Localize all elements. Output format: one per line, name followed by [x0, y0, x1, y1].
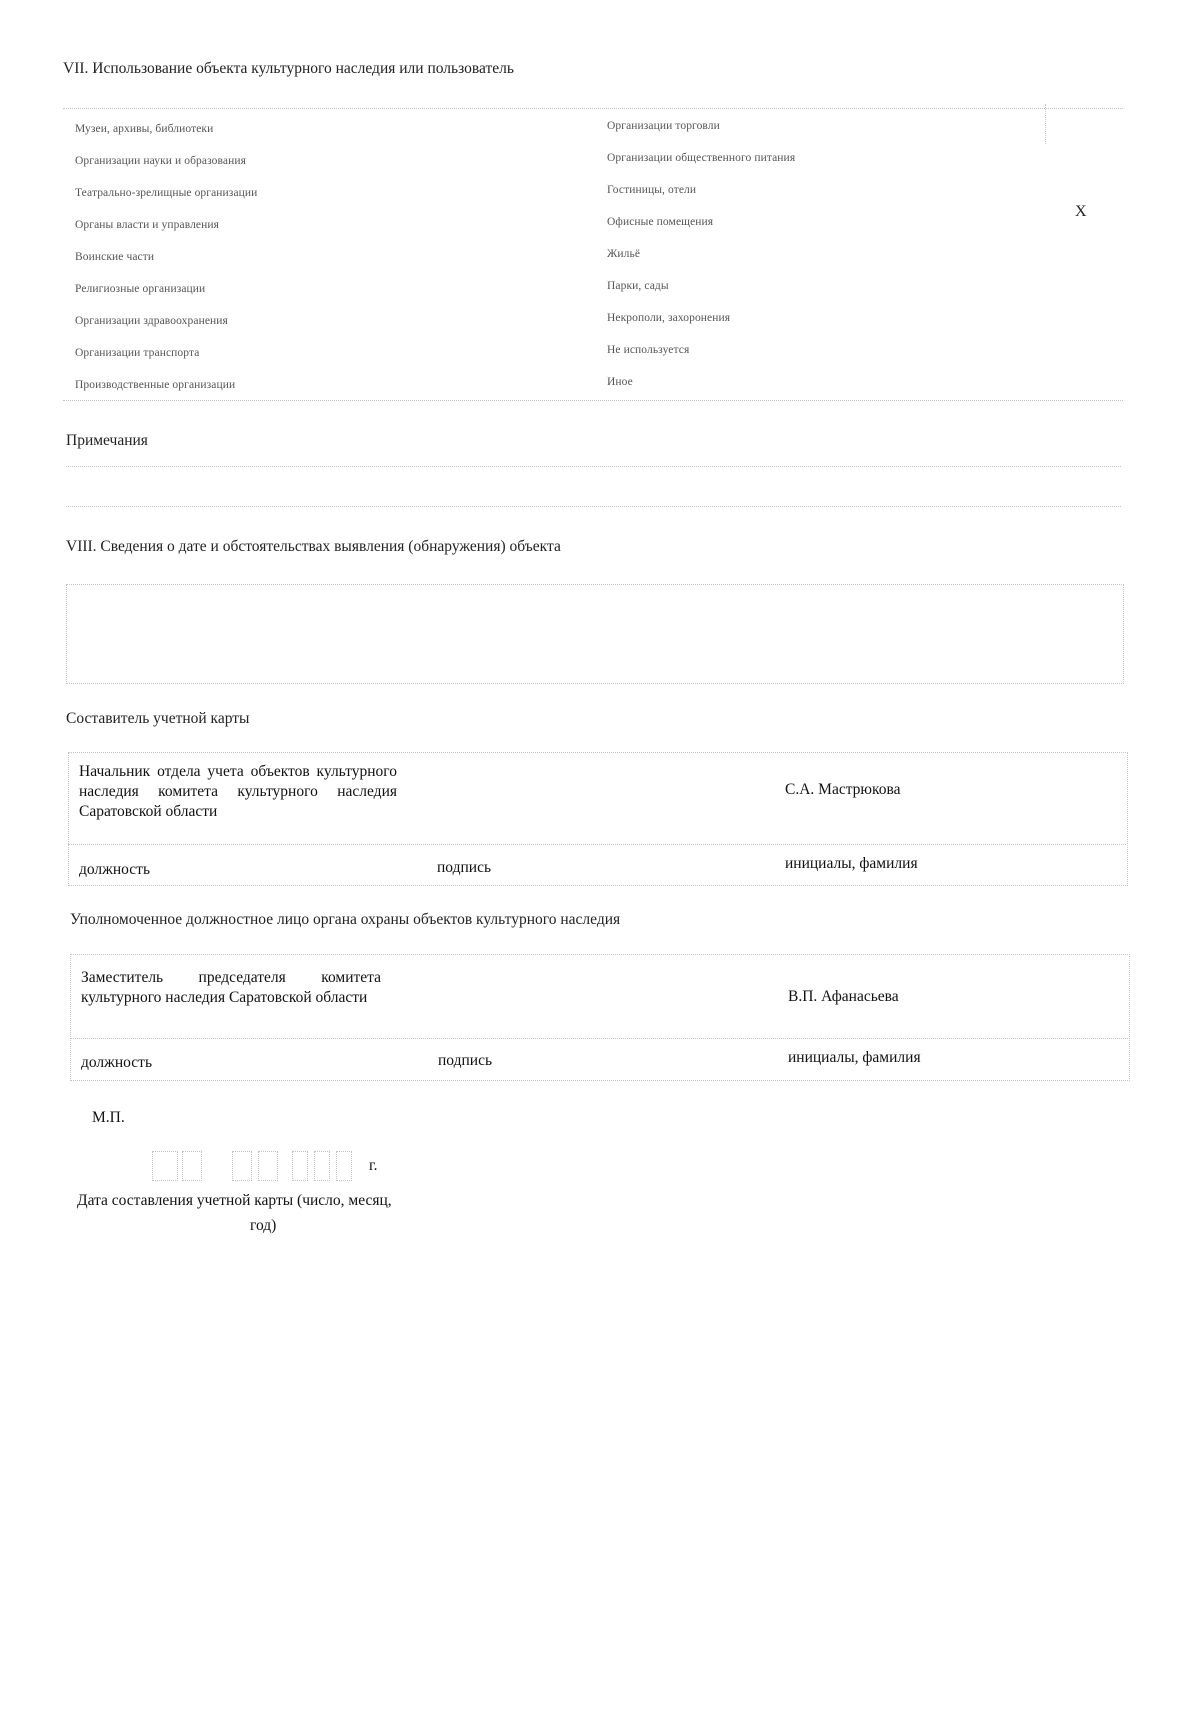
compiler-signature-label: подпись	[437, 859, 492, 876]
official-name-label: инициалы, фамилия	[788, 1049, 921, 1066]
date-digit-box-2	[182, 1151, 202, 1181]
official-title: Уполномоченное должностное лицо органа охраны объектов культурного наследия	[70, 911, 621, 928]
usage-option-right-7: Некрополи, захоронения	[607, 312, 731, 324]
compiler-position: Начальник отдела учета объектов культурного наследия комитета культурного наследия Саратовской области	[79, 763, 397, 820]
official-name: В.П. Афанасьева	[788, 988, 899, 1005]
date-digit-box-7	[336, 1151, 352, 1181]
section-8-title: VIII. Сведения о дате и обстоятельствах выявления (обнаружения) объекта	[66, 538, 561, 555]
official-signature-label: подпись	[438, 1052, 493, 1069]
table-bottom-border	[63, 400, 1123, 401]
compiler-position-label: должность	[79, 861, 151, 878]
date-digit-box-4	[258, 1151, 278, 1181]
usage-option-right-4: Офисные помещения	[607, 216, 714, 228]
notes-line-2	[66, 506, 1121, 507]
date-digit-box-5	[292, 1151, 308, 1181]
date-label-line-2: год)	[250, 1217, 277, 1234]
usage-option-left-4: Органы власти и управления	[75, 219, 220, 231]
compiler-caption-line	[68, 844, 1126, 845]
date-year-suffix: г.	[369, 1157, 378, 1174]
usage-option-right-1: Организации торговли	[607, 120, 720, 132]
usage-option-left-2: Организации науки и образования	[75, 155, 247, 167]
stamp-label: М.П.	[92, 1109, 125, 1126]
usage-option-left-7: Организации здравоохранения	[75, 315, 228, 327]
date-digit-box-1	[152, 1151, 178, 1181]
detection-info-box	[66, 584, 1124, 684]
usage-option-right-8: Не используется	[607, 344, 690, 356]
usage-option-right-5: Жильё	[607, 248, 641, 260]
usage-option-left-1: Музеи, архивы, библиотеки	[75, 123, 214, 135]
official-position: Заместитель председателя комитета культурного наследия Саратовской области	[81, 969, 381, 1006]
date-digit-box-6	[314, 1151, 330, 1181]
compiler-name: С.А. Мастрюкова	[785, 781, 901, 798]
compiler-title: Составитель учетной карты	[66, 710, 250, 727]
usage-option-right-9: Иное	[607, 376, 633, 388]
table-top-border	[63, 108, 1123, 109]
usage-option-left-9: Производственные организации	[75, 379, 236, 391]
notes-title: Примечания	[66, 432, 148, 449]
official-caption-line	[70, 1038, 1128, 1039]
usage-option-left-3: Театрально-зрелищные организации	[75, 187, 258, 199]
usage-option-right-2: Организации общественного питания	[607, 152, 796, 164]
compiler-name-label: инициалы, фамилия	[785, 855, 918, 872]
official-position-label: должность	[81, 1054, 153, 1071]
section-7-title: VII. Использование объекта культурного наследия или пользователь	[63, 60, 514, 77]
usage-option-left-6: Религиозные организации	[75, 283, 206, 295]
usage-option-right-6: Парки, сады	[607, 280, 669, 292]
date-label-line-1: Дата составления учетной карты (число, месяц,	[77, 1192, 392, 1209]
date-digit-box-3	[232, 1151, 252, 1181]
notes-line-1	[66, 466, 1121, 467]
table-mark-column-divider	[1045, 104, 1046, 144]
usage-option-left-8: Организации транспорта	[75, 347, 200, 359]
usage-option-right-3: Гостиницы, отели	[607, 184, 697, 196]
usage-option-left-5: Воинские части	[75, 251, 155, 263]
selected-usage-mark: X	[1075, 203, 1087, 220]
